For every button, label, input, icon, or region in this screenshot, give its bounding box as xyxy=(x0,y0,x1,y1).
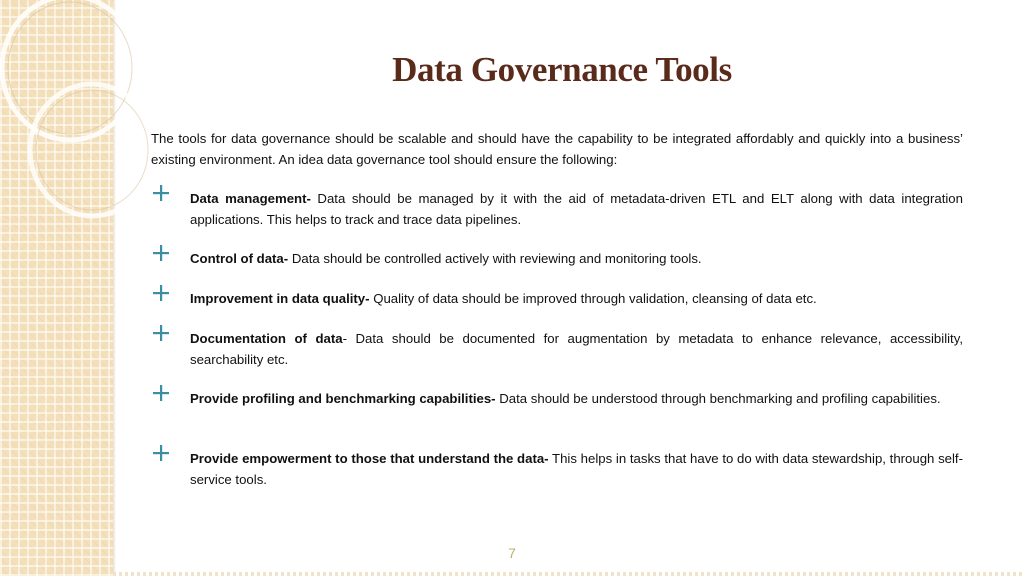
bullet-description: This helps in tasks that have to do with data stewardship, through self-service tools. xyxy=(190,451,963,487)
bullet-text xyxy=(190,449,963,490)
plus-icon xyxy=(150,182,172,204)
bullet-text xyxy=(190,389,963,410)
bullet-text xyxy=(190,249,963,270)
bullet-description: Data should be understood through benchmarking and profiling capabilities. xyxy=(495,391,941,406)
plus-icon xyxy=(150,282,172,304)
slide-title: Data Governance Tools xyxy=(392,50,732,89)
bullet-text xyxy=(190,289,963,310)
bullet-description: Data should be managed by it with the aid of metadata-driven ETL and ELT along with data integration applications. This helps to track and trace data pipelines. xyxy=(190,191,963,227)
decorative-rings xyxy=(0,0,150,230)
plus-icon xyxy=(150,322,172,344)
bullet-term: Documentation of data xyxy=(190,331,343,346)
bullet-description: Quality of data should be improved through validation, cleansing of data etc. xyxy=(369,291,817,306)
decorative-bottom-strip xyxy=(113,572,1024,576)
plus-icon xyxy=(150,382,172,404)
bullet-description: - Data should be documented for augmentation by metadata to enhance relevance, accessibility, searchability etc. xyxy=(190,331,964,367)
intro-paragraph: The tools for data governance should be scalable and should have the capability to be integrated affordably and quickly into a business’ existing environment. An idea data governance tool should ensure the following: xyxy=(151,131,963,167)
bullet-term: Control of data- xyxy=(190,251,289,266)
bullet-text xyxy=(190,329,963,370)
bullet-term: Data management- xyxy=(190,191,311,206)
bullet-description: Data should be controlled actively with reviewing and monitoring tools. xyxy=(288,251,702,266)
bullet-term: Provide empowerment to those that understand the data- xyxy=(190,451,549,466)
bullet-term: Improvement in data quality- xyxy=(190,291,370,306)
plus-icon xyxy=(150,242,172,264)
bullet-term: Provide profiling and benchmarking capabilities- xyxy=(190,391,496,406)
bullet-text xyxy=(190,189,963,230)
page-number: 7 xyxy=(508,545,516,561)
plus-icon xyxy=(150,442,172,464)
